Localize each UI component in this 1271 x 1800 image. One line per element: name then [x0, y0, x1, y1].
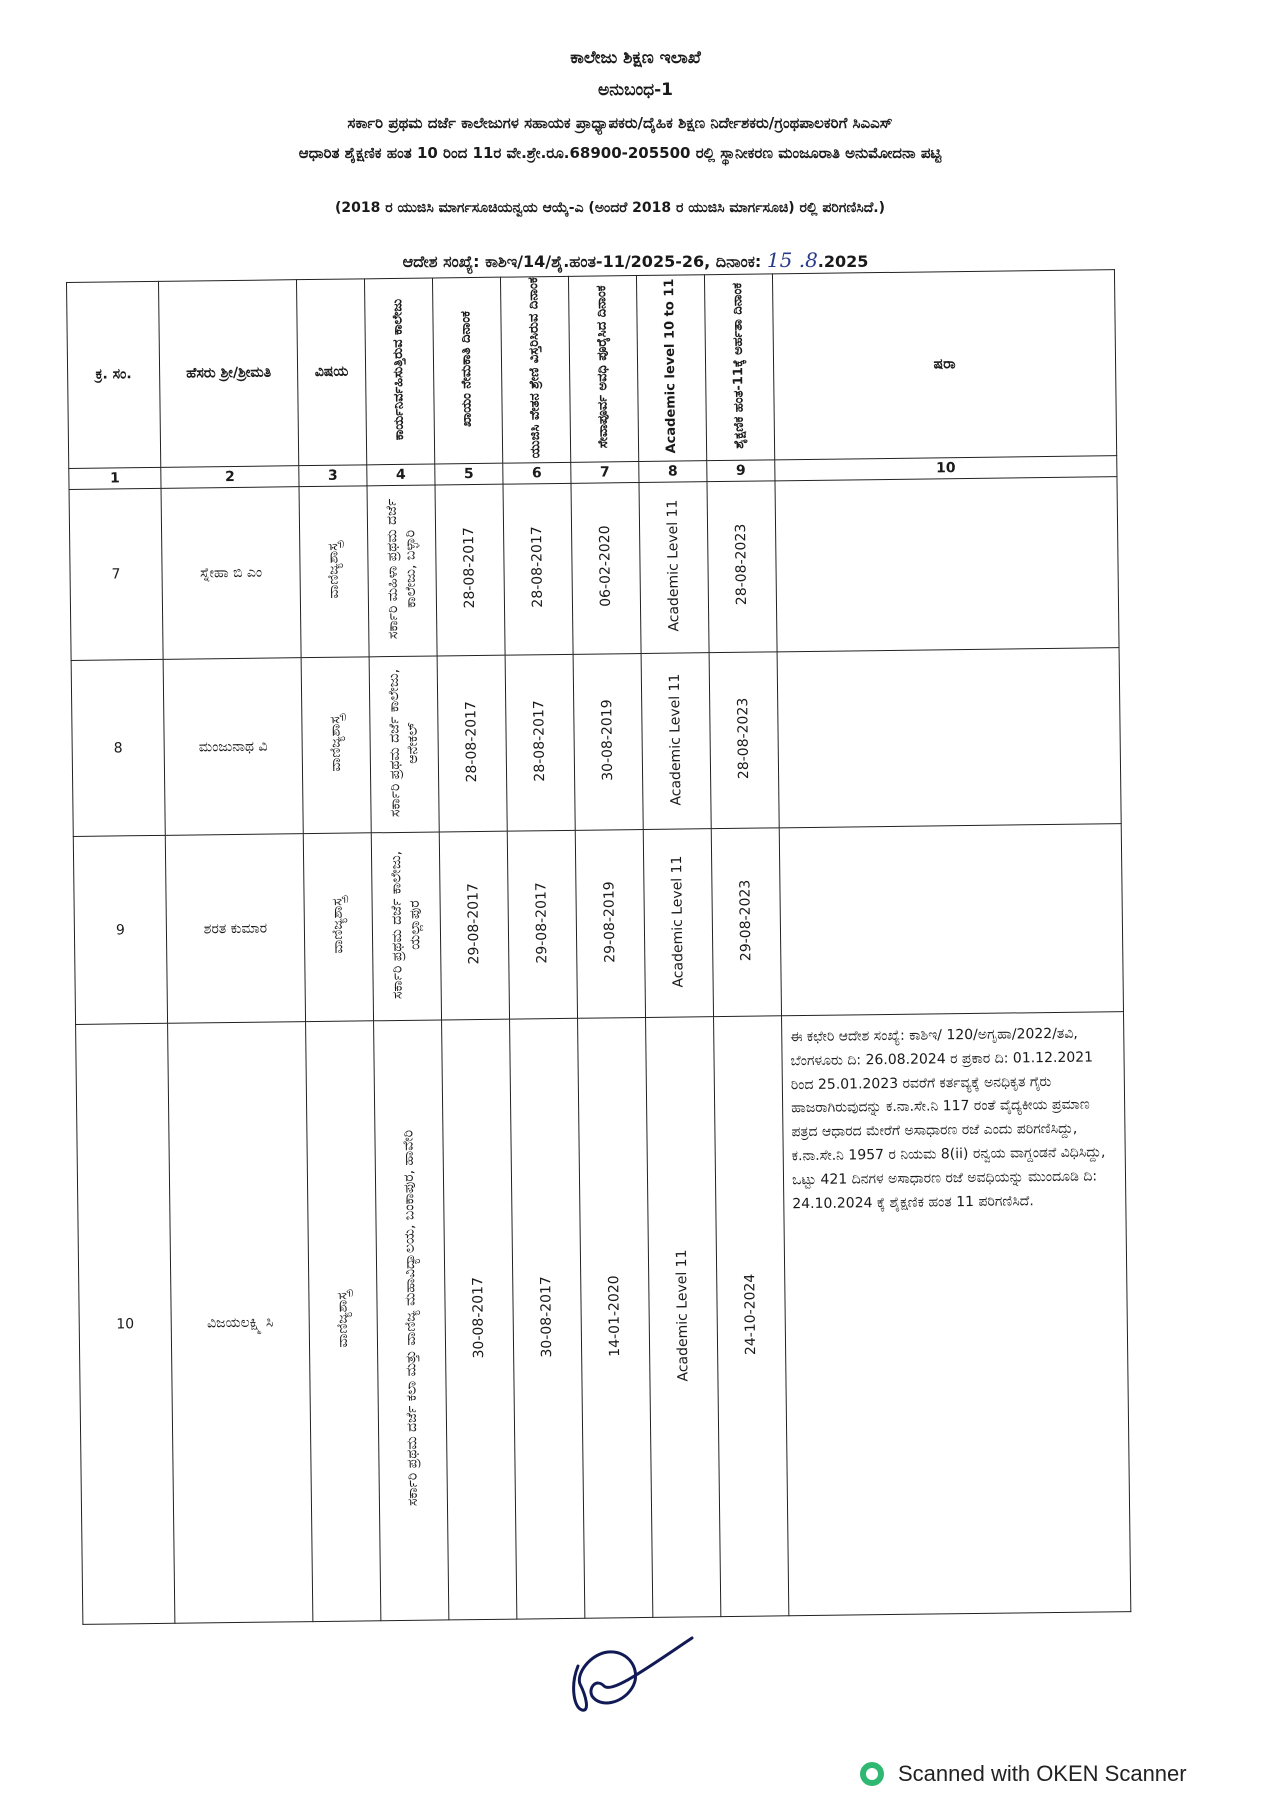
cell-remarks: [777, 648, 1121, 828]
cell-ugc-scale: 28-08-2017: [503, 483, 573, 655]
cell-level: Academic Level 11: [641, 653, 711, 830]
col-header-eligible: ಶೈಕ್ಷಣಿಕ ಹಂತ-11ಕ್ಕೆ ಅರ್ಹತಾ ದಿನಾಂಕ: [704, 274, 774, 461]
scanner-watermark: [860, 1760, 1187, 1788]
handwritten-date: 15 .8: [766, 248, 818, 272]
cell-sl: 9: [73, 835, 167, 1024]
col-number: 8: [639, 461, 707, 483]
cell-name: ಶರತ ಕುಮಾರ: [165, 834, 305, 1024]
col-header-subject: ವಿಷಯ: [296, 279, 366, 466]
header-row: [67, 270, 1117, 469]
col-header-ugc-scale: ಯುಜಿಸಿ ವೇತನ ಶ್ರೇಣಿ ವಿಸ್ತರಿಸಿರುವ ದಿನಾಂಕ: [500, 276, 570, 463]
table-row: [73, 824, 1123, 1025]
cell-subject: ವಾಣಿಜ್ಯಶಾಸ್ತ್ರ: [306, 1021, 381, 1622]
cell-sl: 10: [76, 1023, 175, 1624]
table-row: [71, 648, 1121, 837]
cell-pre-service: 06-02-2020: [571, 483, 641, 655]
cell-ugc-scale: 28-08-2017: [505, 654, 575, 831]
cell-pre-service: 30-08-2019: [573, 654, 643, 831]
cell-pre-service: 14-01-2020: [578, 1017, 653, 1618]
cell-subject: ವಾಣಿಜ್ಯಶಾಸ್ತ್ರ: [299, 486, 369, 658]
cell-remarks: ಈ ಕಛೇರಿ ಆದೇಶ ಸಂಖ್ಯೆ: ಕಾಶಿಇ/ 120/ಅಗೃಹಾ/2022/ತವಿ, ಬೆಂಗಳೂರು ದಿ: 26.08.2024 ರ ಪ್ರಕಾರ ದಿ: 01.12.2021 ರಿಂದ 25.01.2023 ರವರೆಗೆ ಕರ್ತವ್ಯಕ್ಕೆ ಅನಧಿಕೃತ ಗೈರು ಹಾಜರಾಗಿರುವುದನ್ನು ಕ.ನಾ.ಸೇ.ನಿ 117 ರಂತೆ ವೈದ್ಯಕೀಯ ಪ್ರಮಾಣ ಪತ್ರದ ಆಧಾರದ ಮೇರೆಗೆ ಅಸಾಧಾರಣ ರಜೆ ಎಂದು ಪರಿಗಣಿಸಿದ್ದು, ಕ.ನಾ.ಸೇ.ನಿ 1957 ರ ನಿಯಮ 8(ii) ರನ್ವಯ ವಾಗ್ದಂಡನೆ ವಿಧಿಸಿದ್ದು, ಒಟ್ಟು 421 ದಿನಗಳ ಅಸಾಧಾರಣ ರಜೆ ಅವಧಿಯನ್ನು ಮುಂದೂಡಿ ದಿ: 24.10.2024 ಕ್ಕೆ ಶೈಕ್ಷಣಿಕ ಹಂತ 11 ಪರಿಗಣಿಸಿದೆ.: [782, 1012, 1131, 1616]
cell-pre-service: 29-08-2019: [575, 830, 645, 1019]
cell-college: ಸರ್ಕಾರಿ ಪ್ರಥಮ ದರ್ಜೆ ಕಾಲೇಜು, ಆನೇಕಲ್: [369, 656, 439, 833]
cell-ugc-scale: 30-08-2017: [510, 1018, 585, 1619]
scanner-text: Scanned with OKEN Scanner: [898, 1761, 1187, 1786]
approval-table: [66, 269, 1131, 1625]
cell-level: Academic Level 11: [639, 482, 709, 654]
col-header-pre-service: ಸೇವಾಪೂರ್ವ ಅವಧಿ ಪೂರೈಸಿದ ದಿನಾಂಕ: [568, 276, 638, 463]
cell-subject: ವಾಣಿಜ್ಯಶಾಸ್ತ್ರ: [301, 657, 371, 834]
title-line-2: ಆಧಾರಿತ ಶೈಕ್ಷಣಿಕ ಹಂತ 10 ರಿಂದ 11ರ ವೇ.ಶ್ರೇ.ರೂ.68900-205500 ರಲ್ಲಿ ಸ್ಥಾನೀಕರಣ ಮಂಜೂರಾತಿ ಅನುಮೋದನಾ ಪಟ್ಟಿ: [298, 144, 942, 162]
cell-ugc-scale: 29-08-2017: [507, 830, 577, 1019]
cell-remarks: [779, 824, 1123, 1016]
cell-appointment: 29-08-2017: [439, 831, 509, 1020]
title-line-1: ಸರ್ಕಾರಿ ಪ್ರಥಮ ದರ್ಜೆ ಕಾಲೇಜುಗಳ ಸಹಾಯಕ ಪ್ರಾಧ್ಯಾಪಕರು/ದೈಹಿಕ ಶಿಕ್ಷಣ ನಿರ್ದೇಶಕರು/ಗ್ರಂಥಪಾಲಕರಿಗೆ ಸಿಎಎಸ್: [347, 114, 893, 132]
department-heading: ಕಾಲೇಜು ಶಿಕ್ಷಣ ಇಲಾಖೆ: [570, 48, 701, 68]
cell-name: ವಿಜಯಲಕ್ಷ್ಮಿ ಸಿ: [168, 1022, 313, 1624]
cell-college: ಸರ್ಕಾರಿ ಪ್ರಥಮ ದರ್ಜೆ ಕಾಲೇಜು, ಯಲ್ಲಾಪುರ: [371, 832, 441, 1021]
col-header-college: ಕಾರ್ಯನಿರ್ವಹಿಸುತ್ತಿರುವ ಕಾಲೇಜು: [364, 278, 434, 465]
guideline-note: (2018 ರ ಯುಜಿಸಿ ಮಾರ್ಗಸೂಚಿಯನ್ವಯ ಆಯ್ಕೆ-ಎ (ಅಂದರೆ 2018 ರ ಯುಜಿಸಿ ಮಾರ್ಗಸೂಚಿ) ರಲ್ಲಿ ಪರಿಗಣಿಸಿದೆ.): [334, 200, 886, 216]
order-number: ಆದೇಶ ಸಂಖ್ಯೆ: ಕಾಶಿಇ/14/ಶೈ.ಹಂತ-11/2025-26, ದಿನಾಂಕ:: [402, 252, 762, 271]
cell-remarks: [775, 477, 1119, 652]
order-year: .2025: [817, 252, 869, 271]
cell-sl: 8: [71, 659, 165, 836]
cell-eligible: 24-10-2024: [714, 1016, 789, 1617]
col-header-sl: ಕ್ರ. ಸಂ.: [67, 281, 161, 468]
col-header-appointment: ಖಾಯಂ ನೇಮಕಾತಿ ದಿನಾಂಕ: [432, 277, 502, 464]
col-number: 4: [367, 464, 435, 486]
cell-college: ಸರ್ಕಾರಿ ಮಹಿಳಾ ಪ್ರಥಮ ದರ್ಜೆ ಕಾಲೇಜು, ಬಳ್ಳಾರಿ: [367, 485, 437, 657]
scanner-logo-icon: [860, 1762, 884, 1786]
cell-name: ಮಂಜುನಾಥ ವಿ: [163, 658, 303, 836]
cell-sl: 7: [69, 488, 163, 660]
annexure-heading: ಅನುಬಂಧ-1: [598, 80, 673, 100]
cell-eligible: 28-08-2023: [707, 481, 777, 653]
cell-eligible: 29-08-2023: [711, 828, 781, 1017]
col-number: 10: [775, 456, 1117, 481]
col-header-level: Academic level 10 to 11: [636, 275, 706, 462]
col-number: 2: [161, 466, 299, 489]
cell-eligible: 28-08-2023: [709, 652, 779, 829]
cell-college: ಸರ್ಕಾರಿ ಪ್ರಥಮ ದರ್ಜೆ ಕಲಾ ಮತ್ತು ವಾಣಿಜ್ಯ ಮಹಾವಿದ್ಯಾಲಯ, ಬಂಕಾಪುರ, ಹಾವೇರಿ: [374, 1020, 449, 1621]
table-row: [69, 477, 1119, 661]
col-number: 6: [503, 462, 571, 484]
col-number: 1: [69, 467, 161, 489]
col-number: 5: [435, 463, 503, 485]
signature: [560, 1626, 700, 1716]
cell-appointment: 30-08-2017: [442, 1019, 517, 1620]
order-number-line: [0, 248, 1271, 272]
col-number: 7: [571, 462, 639, 484]
table-row: [76, 1012, 1131, 1625]
cell-appointment: 28-08-2017: [435, 484, 505, 656]
cell-subject: ವಾಣಿಜ್ಯಶಾಸ್ತ್ರ: [303, 833, 373, 1022]
cell-level: Academic Level 11: [646, 1017, 721, 1618]
col-header-remarks: ಷರಾ: [772, 270, 1116, 460]
col-header-name: ಹೆಸರು ಶ್ರೀ/ಶ್ರೀಮತಿ: [158, 280, 298, 468]
cell-appointment: 28-08-2017: [437, 655, 507, 832]
cell-level: Academic Level 11: [643, 829, 713, 1018]
col-number: 3: [299, 465, 367, 487]
col-number: 9: [707, 460, 775, 482]
cell-name: ಸ್ನೇಹಾ ಬಿ ಎಂ: [161, 487, 301, 660]
